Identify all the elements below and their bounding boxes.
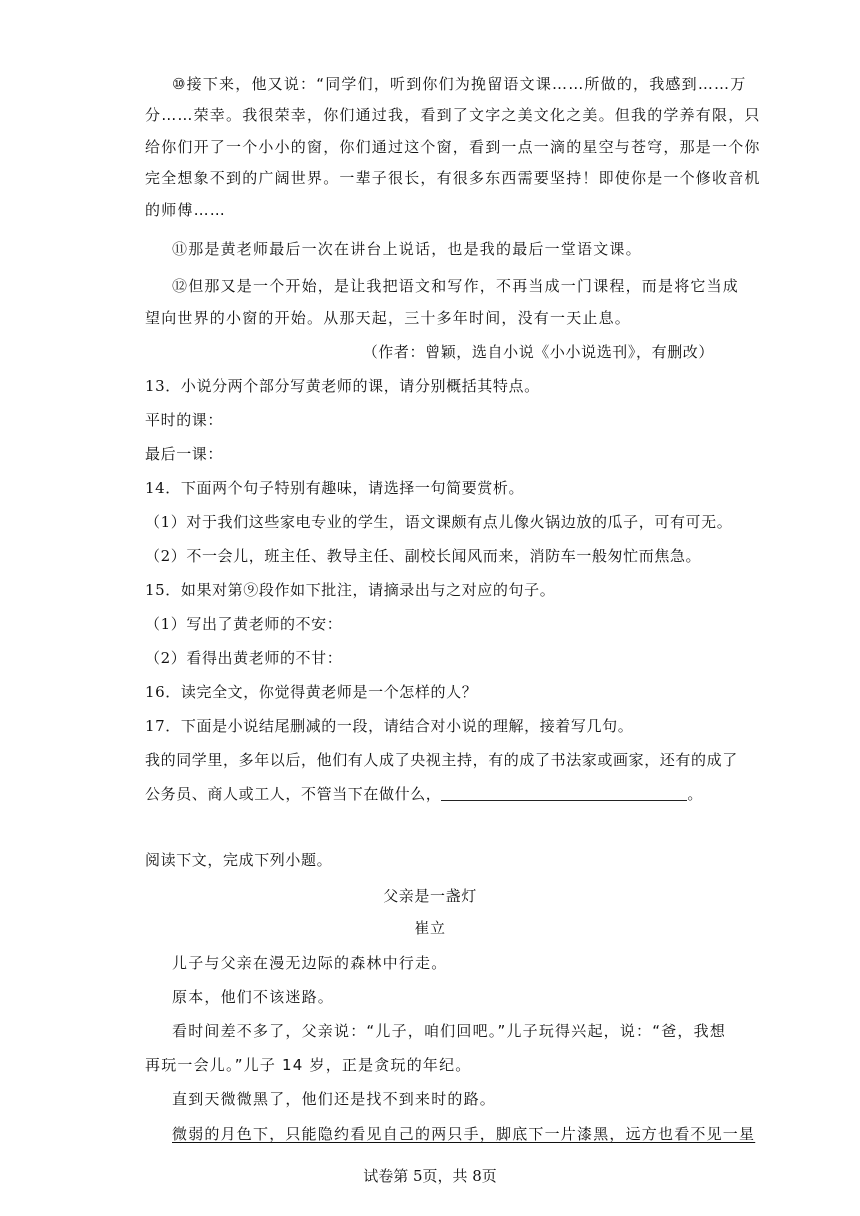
p10-line-3: 给你们开了一个小小的窗，你们通过这个窗，看到一点一滴的星空与苍穹，那是一个你 (145, 138, 761, 156)
p10-line-5: 的师傅…… (145, 201, 227, 219)
question-15-item-1: （1）写出了黄老师的不安： (145, 615, 343, 633)
passage-2-line-2: 原本，他们不该迷路。 (172, 988, 335, 1006)
question-14-item-2: （2）不一会儿，班主任、教导主任、副校长闻风而来，消防车一般匆忙而焦急。 (145, 547, 702, 565)
question-17-passage-line-2 (145, 784, 703, 804)
p10-line-4: 完全想象不到的广阔世界。一辈子很长，有很多东西需要坚持！即使你是一个修收音机 (145, 169, 761, 187)
passage-2-line-3: 看时间差不多了，父亲说：“儿子，咱们回吧。”儿子玩得兴起，说：“爸，我想 (172, 1022, 727, 1040)
question-15-item-2: （2）看得出黄老师的不甘： (145, 649, 343, 667)
p12-line-1: ⑫但那又是一个开始，是让我把语文和写作，不再当成一门课程，而是将它当成 (172, 277, 740, 295)
question-13: 13．小说分两个部分写黄老师的课，请分别概括其特点。 (145, 377, 540, 395)
passage-2-line-6-underlined: 微弱的月色下，只能隐约看见自己的两只手，脚底下一片漆黑，远方也看不见一星 (172, 1125, 756, 1143)
question-15: 15．如果对第⑨段作如下批注，请摘录出与之对应的句子。 (145, 581, 556, 599)
question-14-item-1: （1）对于我们这些家电专业的学生，语文课颇有点儿像火锅边放的瓜子，可有可无。 (145, 513, 733, 531)
passage-source: （作者：曾颖，选自小说《小小说选刊》，有删改） (362, 343, 714, 361)
p12-line-2: 望向世界的小窗的开始。从那天起，三十多年时间，没有一天止息。 (145, 309, 632, 327)
question-14: 14．下面两个句子特别有趣味，请选择一句简要赏析。 (145, 479, 525, 497)
p11-line: ⑪那是黄老师最后一次在讲台上说话，也是我的最后一堂语文课。 (172, 240, 642, 258)
passage-2-line-1: 儿子与父亲在漫无边际的森林中行走。 (172, 954, 448, 972)
answer-blank[interactable] (441, 784, 687, 801)
question-17-passage-line-1: 我的同学里，多年以后，他们有人成了央视主持，有的成了书法家或画家，还有的成了 (145, 751, 738, 769)
passage-2-title: 父亲是一盏灯 (383, 887, 477, 905)
p10-line-1: ⑩接下来，他又说：“同学们，听到你们为挽留语文课……所做的，我感到……万 (172, 75, 747, 93)
question-17: 17．下面是小说结尾删减的一段，请结合对小说的理解，接着写几句。 (145, 717, 634, 735)
passage-2-intro: 阅读下文，完成下列小题。 (145, 851, 333, 869)
page-footer: 试卷第 5页，共 8页 (363, 1167, 497, 1185)
passage-2-author: 崔立 (414, 919, 446, 937)
passage-2-line-5: 直到天微微黑了，他们还是找不到来时的路。 (172, 1090, 497, 1108)
p10-line-2: 分……荣幸。我很荣幸，你们通过我，看到了文字之美文化之美。但我的学养有限，只 (145, 106, 761, 124)
question-17-prompt: 公务员、商人或工人，不管当下在做什么， (145, 785, 442, 803)
question-13-part-b: 最后一课： (145, 445, 224, 463)
question-17-period: 。 (687, 785, 704, 803)
question-13-part-a: 平时的课： (145, 411, 224, 429)
passage-2-line-4: 再玩一会儿。”儿子 14 岁，正是贪玩的年纪。 (145, 1056, 472, 1074)
question-16: 16．读完全文，你觉得黄老师是一个怎样的人？ (145, 683, 478, 701)
